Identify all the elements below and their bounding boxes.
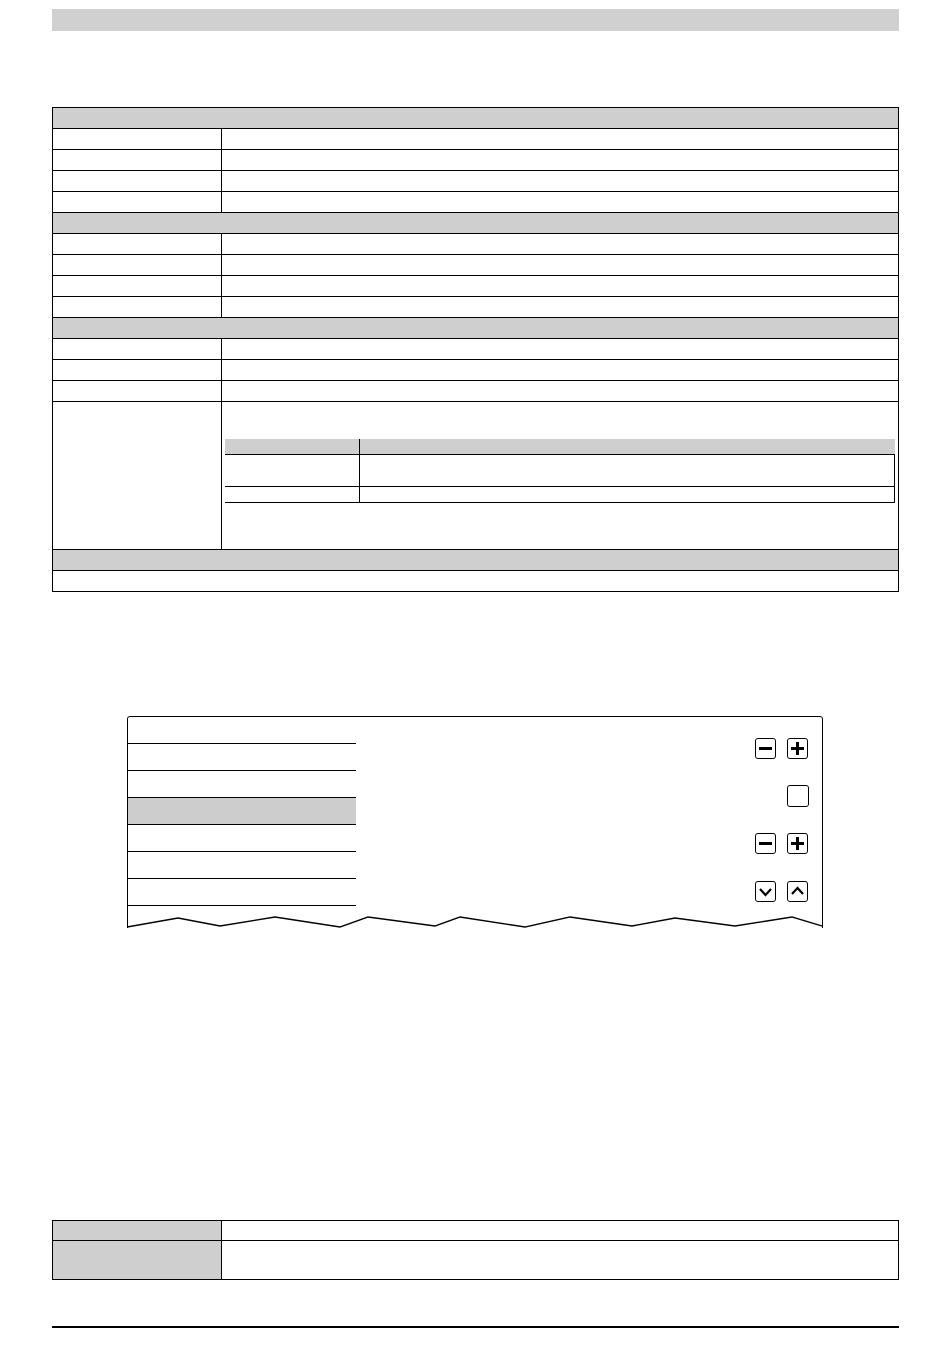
table-border-right bbox=[898, 1220, 899, 1280]
row-value bbox=[222, 1221, 898, 1240]
table-border-bottom bbox=[52, 1279, 899, 1280]
footer-text bbox=[52, 1330, 899, 1350]
row-label bbox=[53, 1241, 221, 1279]
footer-rule bbox=[52, 1326, 899, 1328]
row-value bbox=[222, 1241, 898, 1279]
row-label bbox=[53, 1221, 221, 1240]
